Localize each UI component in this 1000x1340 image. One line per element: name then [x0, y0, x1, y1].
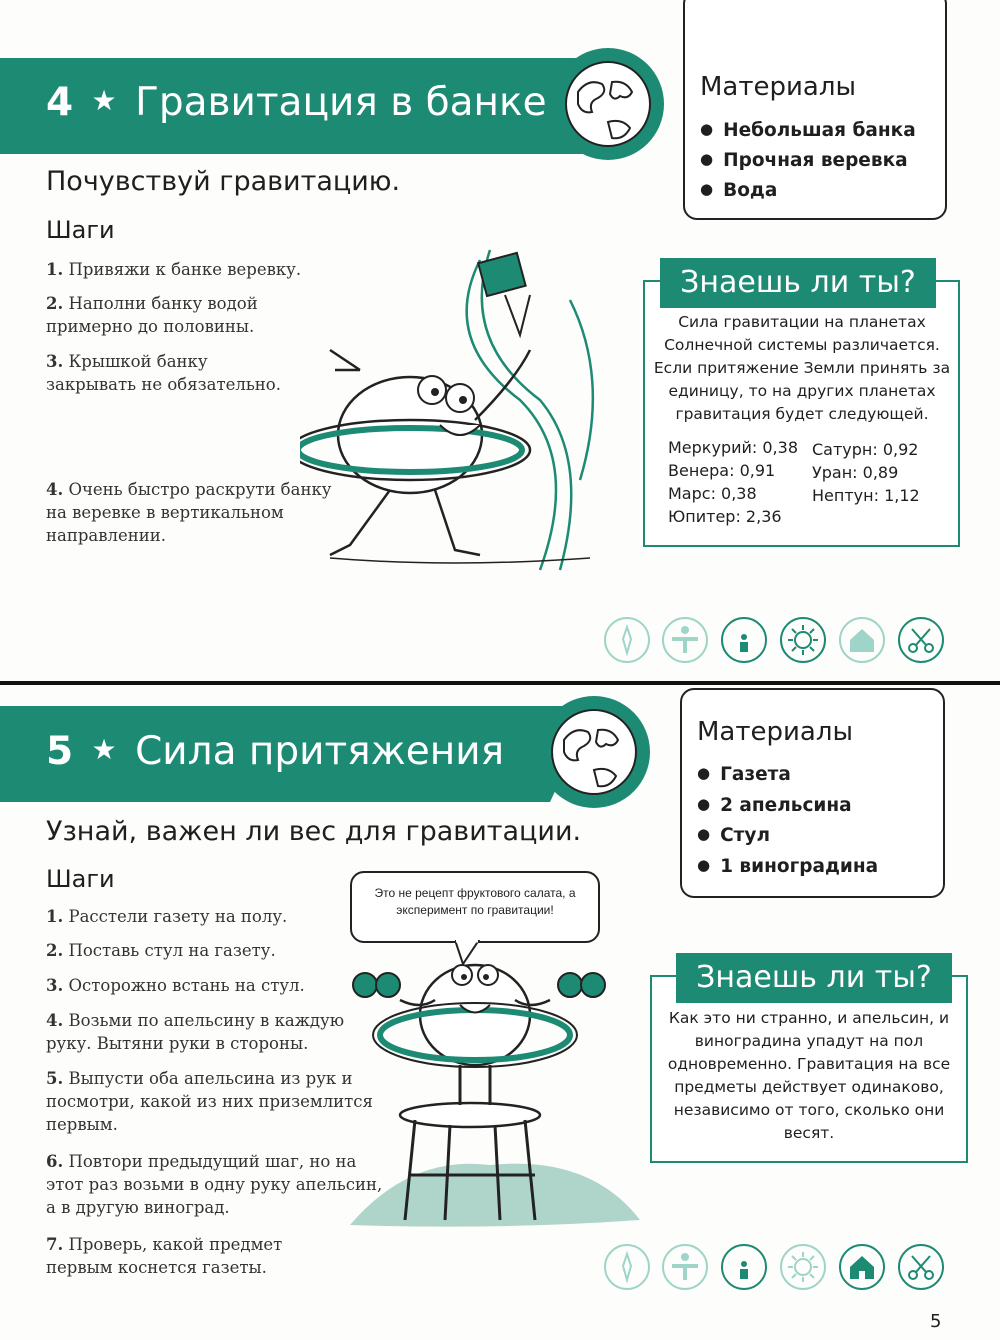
materials-item: ● Небольшая банка: [700, 120, 916, 141]
materials-item: ● 2 апельсина: [697, 795, 852, 816]
materials-item: ● 1 виноградина: [697, 856, 878, 877]
planet-gravity-value: Сатурн: 0,92: [812, 440, 919, 459]
materials-title: Материалы: [700, 72, 856, 102]
star-icon: ★: [91, 733, 117, 766]
star-icon: ★: [91, 84, 117, 117]
section-title-text: Сила притяжения: [135, 729, 505, 774]
globe-icon: [548, 42, 668, 166]
materials-title: Материалы: [697, 717, 853, 747]
creature-on-chair-illustration: [340, 955, 640, 1245]
section-number: 4: [46, 80, 74, 125]
step-5: 5. Выпусти оба апельсина из рук и посмотри, какой из них приземлится первым.: [46, 1069, 373, 1134]
section-title-text: Гравитация в банке: [135, 80, 547, 125]
materials-item: ● Стул: [697, 825, 770, 846]
sun-icon: [780, 617, 826, 663]
two-people-icon: [662, 1244, 708, 1290]
one-person-icon: [721, 1244, 767, 1290]
step-4: 4. Возьми по апельсину в каждую руку. Вытяни руки в стороны.: [46, 1011, 345, 1053]
rocket-icon: [604, 617, 650, 663]
steps-heading: Шаги: [46, 865, 115, 893]
did-you-know-title: Знаешь ли ты?: [660, 258, 936, 308]
step-3: 3. Крышкой банку закрывать не обязательно.: [46, 352, 281, 394]
planet-gravity-value: Уран: 0,89: [812, 463, 899, 482]
section-number: 5: [46, 729, 74, 774]
sun-icon: [780, 1244, 826, 1290]
did-you-know-text: Как это ни странно, и апельсин, и виноградина упадут на пол одновременно. Гравитация на все предметы действует одинаково, независимо от того, сколько они весят.: [667, 1009, 951, 1142]
planet-gravity-value: Юпитер: 2,36: [668, 507, 782, 526]
section-subtitle: Почувствуй гравитацию.: [46, 166, 401, 197]
section-divider: [0, 681, 1000, 685]
creature-illustration: [300, 240, 630, 590]
step-1: 1. Расстели газету на полу.: [46, 907, 288, 926]
house-icon: [839, 617, 885, 663]
materials-item: ● Газета: [697, 764, 791, 785]
scissors-icon: [898, 617, 944, 663]
planet-gravity-value: Венера: 0,91: [668, 461, 776, 480]
rocket-icon: [604, 1244, 650, 1290]
one-person-icon: [721, 617, 767, 663]
speech-bubble: Это не рецепт фруктового салата, а эксперимент по гравитации!: [350, 871, 600, 943]
step-2: 2. Поставь стул на газету.: [46, 941, 276, 960]
planet-gravity-value: Меркурий: 0,38: [668, 438, 798, 457]
did-you-know-text: Сила гравитации на планетах Солнечной системы различается. Если притяжение Земли принять за единицу, то на других планетах гравитация будет следующей.: [653, 313, 951, 423]
materials-item: ● Прочная веревка: [700, 150, 908, 171]
step-4: 4. Очень быстро раскрути банку на веревке в вертикальном направлении.: [46, 480, 332, 545]
step-6: 6. Повтори предыдущий шаг, но на этот раз возьми в одну руку апельсин, а в другую виноград.: [46, 1152, 383, 1217]
two-people-icon: [662, 617, 708, 663]
did-you-know-title: Знаешь ли ты?: [676, 953, 952, 1003]
step-3: 3. Осторожно встань на стул.: [46, 976, 305, 995]
planet-gravity-value: Нептун: 1,12: [812, 486, 920, 505]
globe-icon: [534, 690, 654, 814]
step-7: 7. Проверь, какой предмет первым коснется газеты.: [46, 1235, 283, 1277]
materials-item: ● Вода: [700, 180, 777, 201]
section-subtitle: Узнай, важен ли вес для гравитации.: [46, 816, 582, 847]
section-title: [46, 729, 504, 774]
step-1: 1. Привяжи к банке веревку.: [46, 260, 302, 279]
house-icon: [839, 1244, 885, 1290]
planet-gravity-value: Марс: 0,38: [668, 484, 757, 503]
scissors-icon: [898, 1244, 944, 1290]
steps-heading: Шаги: [46, 216, 115, 244]
page-number: 5: [930, 1311, 942, 1332]
step-2: 2. Наполни банку водой примерно до половины.: [46, 294, 258, 336]
section-title: [46, 80, 547, 125]
